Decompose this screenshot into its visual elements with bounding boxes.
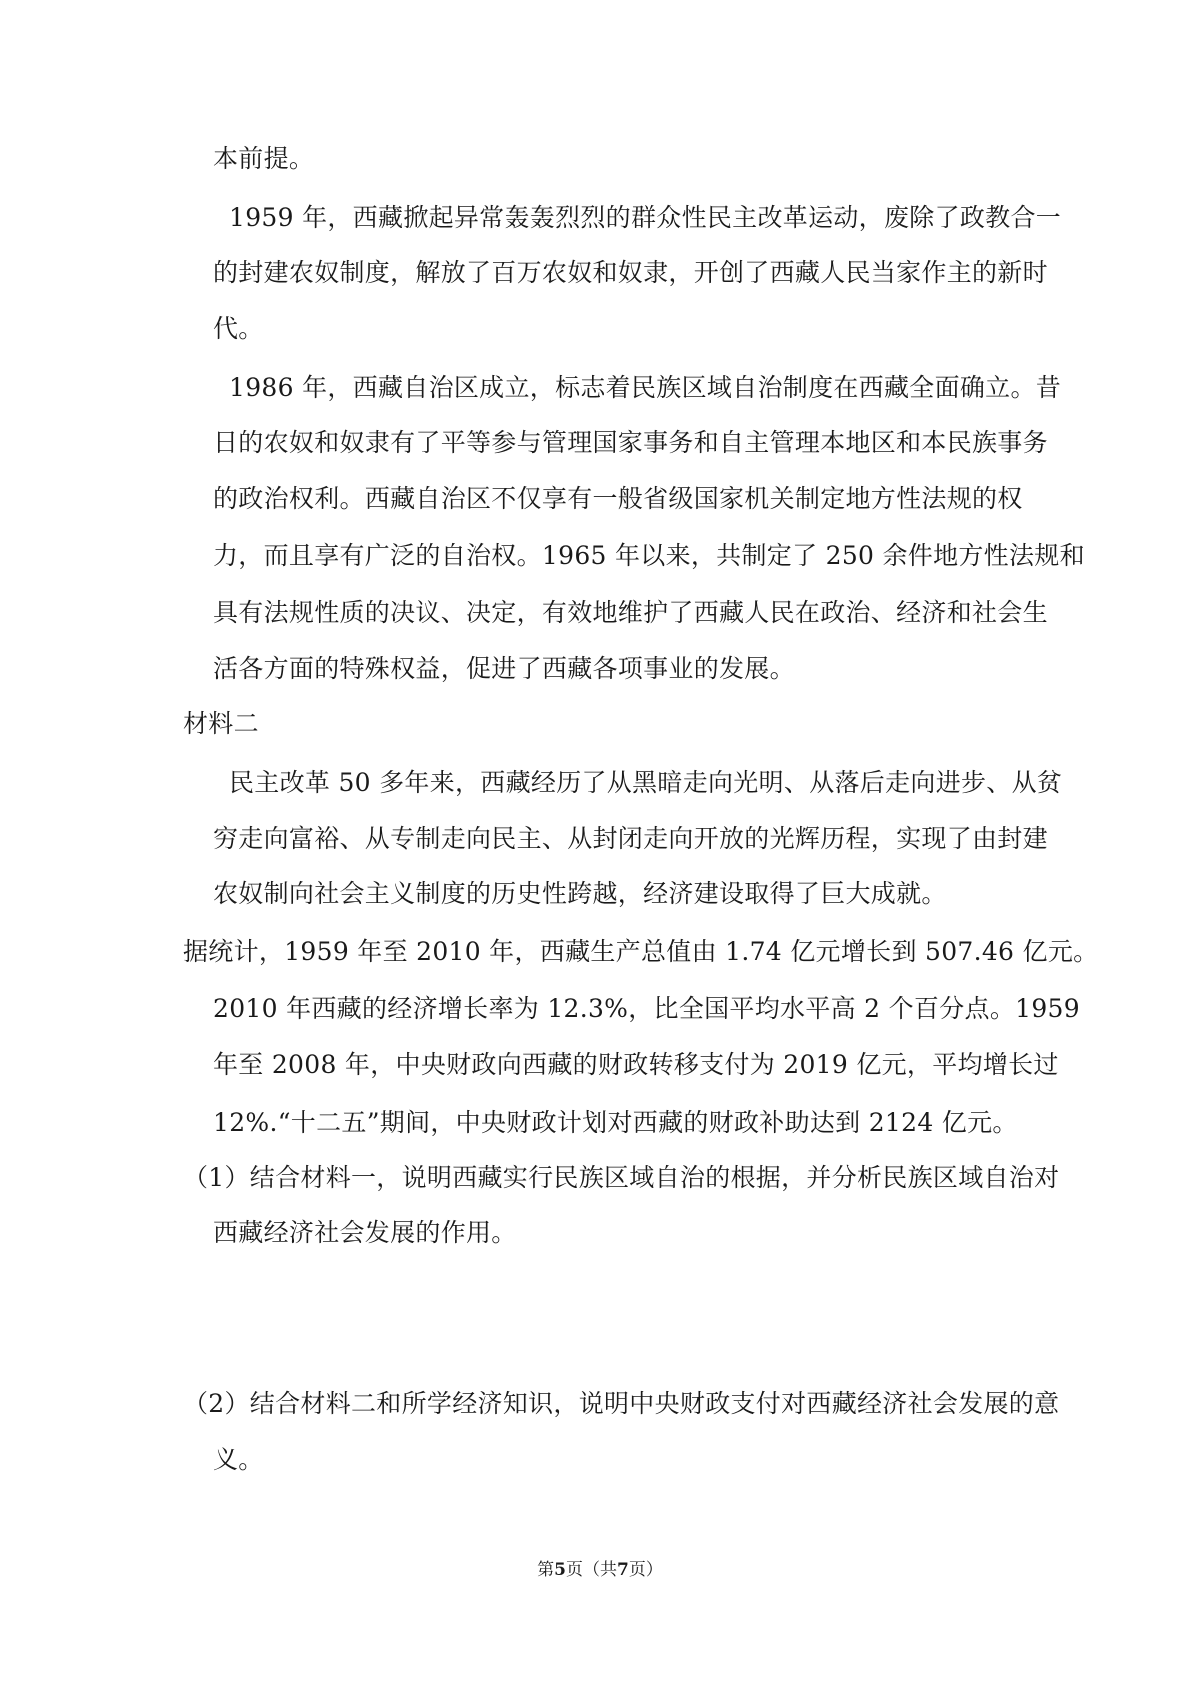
text-line: 本前提。 xyxy=(213,144,315,173)
text-line: 的政治权利。西藏自治区不仅享有一般省级国家机关制定地方性法规的权 xyxy=(213,484,1023,513)
footer-total-pages: 7 xyxy=(617,1560,629,1580)
question-1: （1）结合材料一，说明西藏实行民族区域自治的根据，并分析民族区域自治对 xyxy=(183,1163,1060,1192)
text-line: 代。 xyxy=(213,314,264,343)
text-line: 12%.“十二五”期间，中央财政计划对西藏的财政补助达到 2124 亿元。 xyxy=(213,1108,1018,1137)
page-footer xyxy=(0,1558,1200,1582)
text-line: 1959 年，西藏掀起异常轰轰烈烈的群众性民主改革运动，废除了政教合一 xyxy=(229,203,1062,232)
text-line: 活各方面的特殊权益，促进了西藏各项事业的发展。 xyxy=(213,654,795,683)
footer-middle: 页（共 xyxy=(566,1560,617,1580)
text-line: 农奴制向社会主义制度的历史性跨越，经济建设取得了巨大成就。 xyxy=(213,879,947,908)
text-line: 民主改革 50 多年来，西藏经历了从黑暗走向光明、从落后走向进步、从贫 xyxy=(229,768,1063,797)
footer-page-number: 5 xyxy=(554,1560,566,1580)
text-line: 西藏经济社会发展的作用。 xyxy=(213,1218,517,1247)
question-2: （2）结合材料二和所学经济知识，说明中央财政支付对西藏经济社会发展的意 xyxy=(183,1389,1060,1418)
material-heading: 材料二 xyxy=(183,709,259,738)
footer-suffix: 页） xyxy=(628,1560,663,1580)
text-line: 据统计，1959 年至 2010 年，西藏生产总值由 1.74 亿元增长到 507.46 亿元。 xyxy=(183,937,1099,966)
text-line: 日的农奴和奴隶有了平等参与管理国家事务和自主管理本地区和本民族事务 xyxy=(213,428,1048,457)
text-line: 穷走向富裕、从专制走向民主、从封闭走向开放的光辉历程，实现了由封建 xyxy=(213,824,1048,853)
text-line: 力，而且享有广泛的自治权。1965 年以来，共制定了 250 余件地方性法规和 xyxy=(213,541,1085,570)
text-line: 的封建农奴制度，解放了百万农奴和奴隶，开创了西藏人民当家作主的新时 xyxy=(213,258,1048,287)
text-line: 年至 2008 年，中央财政向西藏的财政转移支付为 2019 亿元，平均增长过 xyxy=(213,1050,1059,1079)
footer-prefix: 第 xyxy=(537,1560,555,1580)
text-line: 2010 年西藏的经济增长率为 12.3%，比全国平均水平高 2 个百分点。1959 xyxy=(213,994,1080,1023)
text-line: 1986 年，西藏自治区成立，标志着民族区域自治制度在西藏全面确立。昔 xyxy=(229,373,1062,402)
text-line: 具有法规性质的决议、决定，有效地维护了西藏人民在政治、经济和社会生 xyxy=(213,598,1048,627)
text-line: 义。 xyxy=(213,1445,264,1474)
